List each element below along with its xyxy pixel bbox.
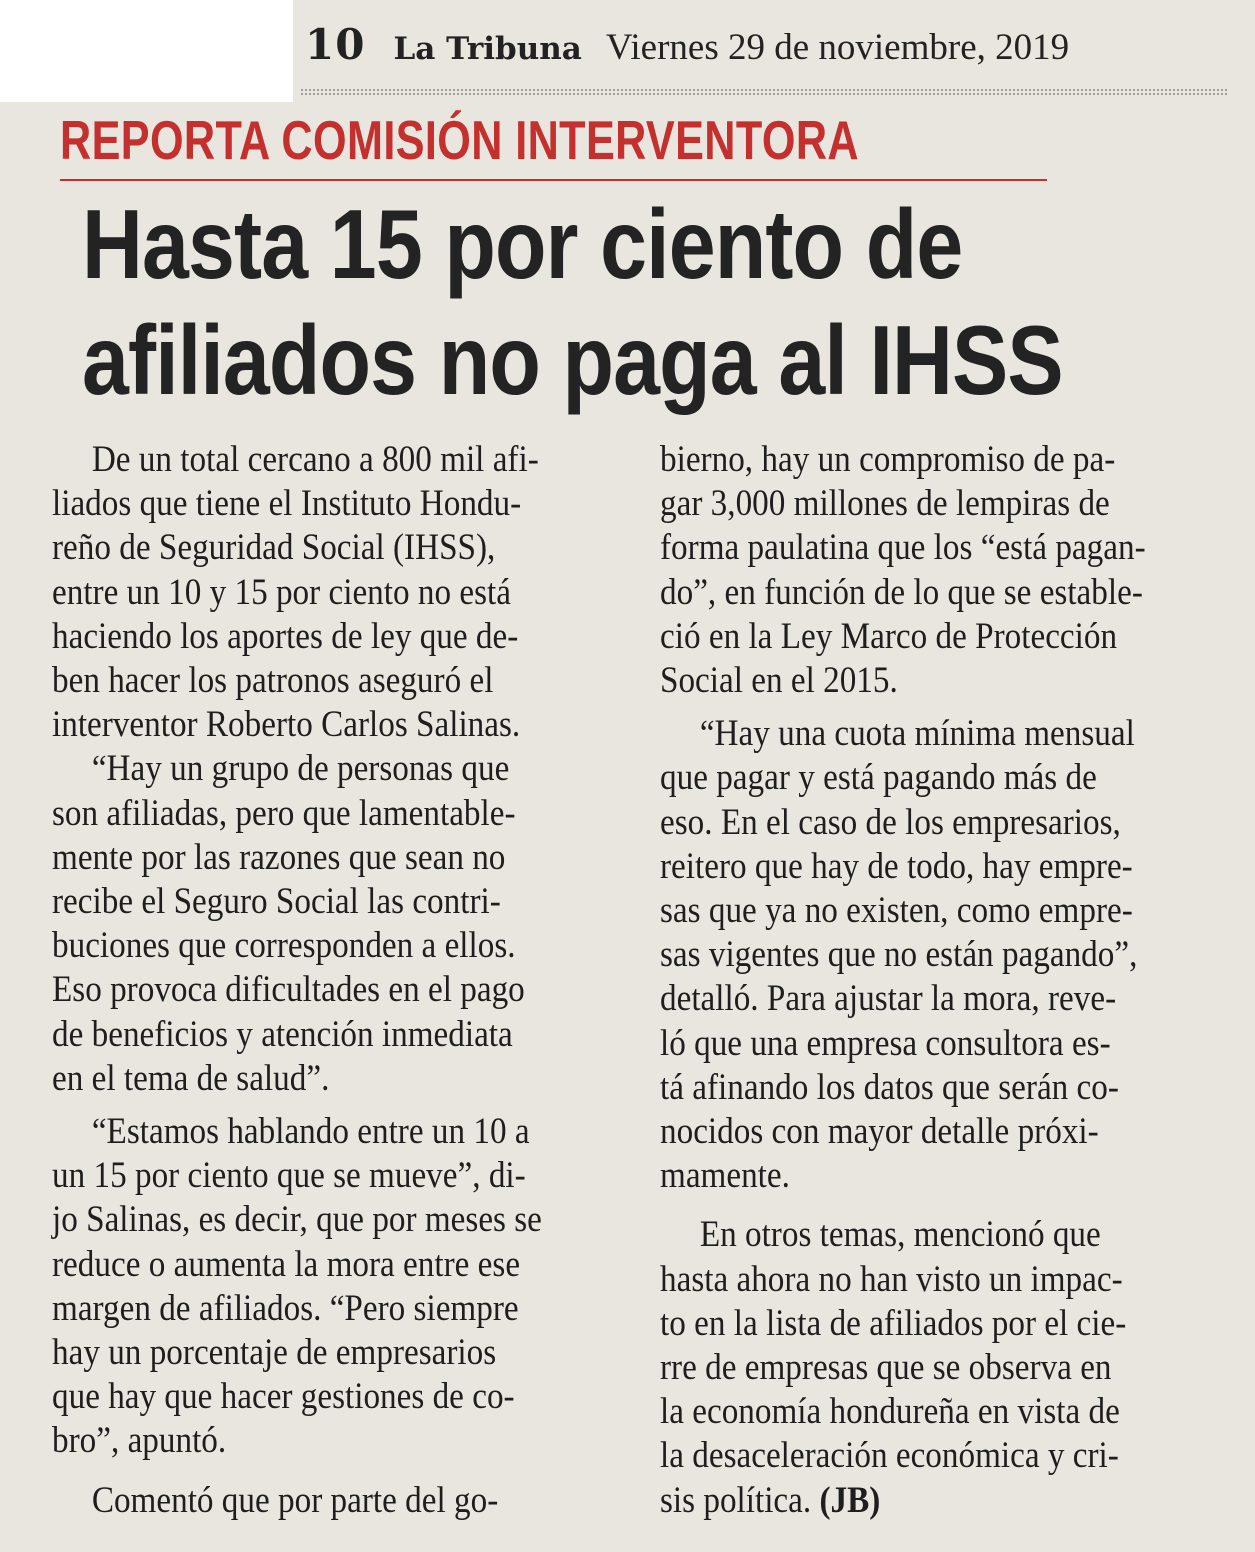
text-line: que pagar y está pagando más de: [660, 757, 1097, 799]
masthead-rule: [300, 88, 1228, 97]
page-number: 10: [305, 20, 366, 69]
text-line: “Estamos hablando entre un 10 a: [91, 1111, 530, 1153]
text-line: bierno, hay un compromiso de pa-: [660, 439, 1116, 480]
text-line: nocidos con mayor detalle próxi-: [660, 1111, 1099, 1153]
text-line: ció en la Ley Marco de Protección: [660, 615, 1118, 657]
headline-line-2: afiliados no paga al IHSS: [82, 305, 1063, 415]
text-line: Eso provoca dificultades en el pago: [52, 969, 525, 1011]
text-line: mamente.: [660, 1155, 790, 1197]
text-line: la economía hondureña en vista de: [660, 1391, 1120, 1433]
text-line: buciones que corresponden a ellos.: [52, 925, 516, 967]
text-line: to en la lista de afiliados por el cie-: [660, 1302, 1127, 1344]
text-line: liados que tiene el Instituto Hondu-: [52, 483, 522, 525]
text-line: Social en el 2015.: [660, 660, 898, 702]
article-column-right: [660, 438, 1220, 1523]
text-line: reño de Seguridad Social (IHSS),: [52, 527, 496, 569]
text-line: recibe el Seguro Social las contri-: [52, 881, 501, 923]
text-line: “Hay una cuota mínima mensual: [699, 713, 1135, 755]
article-column-left: [52, 438, 612, 1523]
text-line-last: [660, 1479, 1156, 1523]
text-line: bro”, apuntó.: [52, 1420, 227, 1462]
text-line: forma paulatina que los “está pagan-: [660, 527, 1146, 569]
headline-line-1: Hasta 15 por ciento de: [82, 189, 963, 299]
text-line: la desaceleración económica y cri-: [660, 1435, 1119, 1477]
issue-date: Viernes 29 de noviembre, 2019: [605, 27, 1070, 68]
text-line: eso. En el caso de los empresarios,: [660, 801, 1121, 843]
text-line: gar 3,000 millones de lempiras de: [660, 483, 1110, 525]
text-line: haciendo los aportes de ley que de-: [52, 615, 519, 657]
text-line: son afiliadas, pero que lamentable-: [52, 792, 516, 834]
text-line: interventor Roberto Carlos Salinas.: [52, 704, 521, 746]
text-line: Comentó que por parte del go-: [91, 1479, 499, 1521]
text-line: margen de afiliados. “Pero siempre: [52, 1287, 519, 1329]
text-line: “Hay un grupo de personas que: [91, 748, 510, 790]
text-line: rre de empresas que se observa en: [660, 1347, 1112, 1389]
kicker-text: REPORTA COMISIÓN INTERVENTORA: [60, 109, 859, 171]
text-line: sas vigentes que no están pagando”,: [660, 934, 1138, 976]
text-line: tá afinando los datos que serán co-: [660, 1066, 1119, 1108]
text-line: do”, en función de lo que se estable-: [660, 571, 1143, 613]
text-line: jo Salinas, es decir, que por meses se: [52, 1199, 542, 1241]
headline: [82, 186, 1202, 426]
text-line: entre un 10 y 15 por ciento no está: [52, 571, 511, 613]
kicker-underline: [60, 179, 1047, 181]
text-line: reduce o aumenta la mora entre ese: [52, 1243, 521, 1285]
text-line: ló que una empresa consultora es-: [660, 1022, 1111, 1064]
text-line: hay un porcentaje de empresarios: [52, 1332, 497, 1374]
text-line: sis política.: [660, 1479, 812, 1521]
text-line: hasta ahora no han visto un impac-: [660, 1258, 1123, 1300]
byline: (JB): [819, 1479, 881, 1521]
kicker: [60, 108, 1060, 188]
text-line: que hay que hacer gestiones de co-: [52, 1376, 515, 1418]
text-line: en el tema de salud”.: [52, 1057, 330, 1099]
text-line: reitero que hay de todo, hay empre-: [660, 845, 1133, 887]
text-line: un 15 por ciento que se mueve”, di-: [52, 1155, 526, 1197]
text-line: En otros temas, mencionó que: [699, 1214, 1101, 1256]
newspaper-name: La Tribuna: [393, 31, 582, 67]
blank-corner: [0, 0, 293, 102]
text-line: de beneficios y atención inmediata: [52, 1013, 513, 1055]
masthead: [305, 20, 1225, 80]
text-line: mente por las razones que sean no: [52, 836, 506, 878]
text-line: De un total cercano a 800 mil afi-: [91, 439, 539, 480]
text-line: ben hacer los patronos aseguró el: [52, 660, 494, 702]
text-line: sas que ya no existen, como empre-: [660, 890, 1133, 932]
text-line: detalló. Para ajustar la mora, reve-: [660, 978, 1117, 1020]
